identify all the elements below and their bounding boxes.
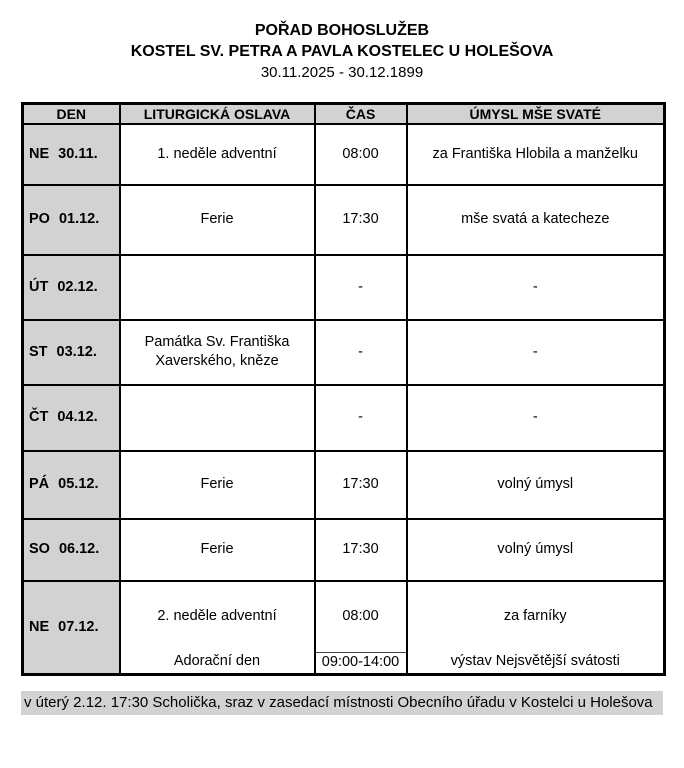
intention-cell: - [407,255,665,320]
page-title: POŘAD BOHOSLUŽEB [254,22,430,39]
celebration-cell [120,581,315,675]
table-row [23,185,665,255]
intention-cell: volný úmysl [407,519,665,581]
celebration-cell: Ferie [120,185,315,255]
table-row [23,320,665,385]
intention-cell: - [407,320,665,385]
day-date: 01.12. [58,211,100,227]
celebration-primary: 2. neděle adventní [157,608,277,624]
day-abbr: PO [29,211,50,227]
day-cell [23,519,120,581]
time-cell: 17:30 [315,185,407,255]
col-header-liturgicka-oslava: LITURGICKÁ OSLAVA [120,104,315,124]
table-row [23,385,665,451]
table-row [23,124,665,185]
celebration-cell: Ferie [120,519,315,581]
time-cell: - [315,385,407,451]
day-date: 04.12. [57,409,98,425]
day-date: 06.12. [58,541,100,557]
table-row [23,255,665,320]
page-subtitle: KOSTEL SV. PETRA A PAVLA KOSTELEC U HOLEŠOVA [130,43,554,60]
time-cell: 17:30 [315,519,407,581]
day-abbr: NE [29,145,50,162]
col-header-cas: ČAS [315,104,407,124]
day-cell [23,385,120,451]
day-cell [23,185,120,255]
time-cell: - [315,320,407,385]
day-date: 03.12. [56,343,97,360]
time-cell: 08:00 [315,124,407,185]
time-stack [316,582,406,672]
time-secondary: 09:00-14:00 [316,652,406,672]
day-abbr: ST [29,343,48,360]
intention-cell [407,581,665,675]
time-primary: 08:00 [342,608,379,624]
intention-cell: - [407,385,665,451]
intention-stack [408,582,664,672]
celebration-cell [120,255,315,320]
table-row [23,581,665,675]
day-abbr: ÚT [29,278,49,295]
day-cell [23,320,120,385]
celebration-cell: Ferie [120,451,315,519]
day-date: 30.11. [58,145,98,162]
intention-secondary: výstav Nejsvětější svátosti [450,653,620,669]
day-date: 05.12. [58,476,99,492]
intention-cell: volný úmysl [407,451,665,519]
day-cell [23,124,120,185]
time-cell: - [315,255,407,320]
day-cell [23,451,120,519]
intention-cell: za Františka Hlobila a manželku [407,124,665,185]
day-abbr: PÁ [29,476,50,492]
day-date: 07.12. [58,618,99,635]
day-cell [23,255,120,320]
col-header-den: DEN [23,104,120,124]
day-abbr: NE [29,618,50,635]
celebration-stack [121,582,314,672]
col-header-umysl: ÚMYSL MŠE SVATÉ [407,104,665,124]
date-range: 30.11.2025 - 30.12.1899 [260,64,424,81]
day-abbr: ČT [29,409,49,425]
time-cell [315,581,407,675]
time-cell: 17:30 [315,451,407,519]
table-header-row [23,104,665,124]
footer-note: v úterý 2.12. 17:30 Scholička, sraz v zasedací místnosti Obecního úřadu v Kostelci u Holešova [21,691,663,715]
day-abbr: SO [29,541,50,557]
celebration-cell: 1. neděle adventní [120,124,315,185]
celebration-cell [120,385,315,451]
celebration-secondary: Adorační den [173,653,261,669]
table-row [23,451,665,519]
schedule-table [21,102,666,676]
table-row [23,519,665,581]
intention-cell: mše svatá a katecheze [407,185,665,255]
intention-primary: za farníky [503,608,567,624]
day-cell [23,581,120,675]
day-date: 02.12. [57,278,98,295]
celebration-cell: Památka Sv. Františka Xaverského, kněze [120,320,315,385]
document-header [0,0,684,83]
